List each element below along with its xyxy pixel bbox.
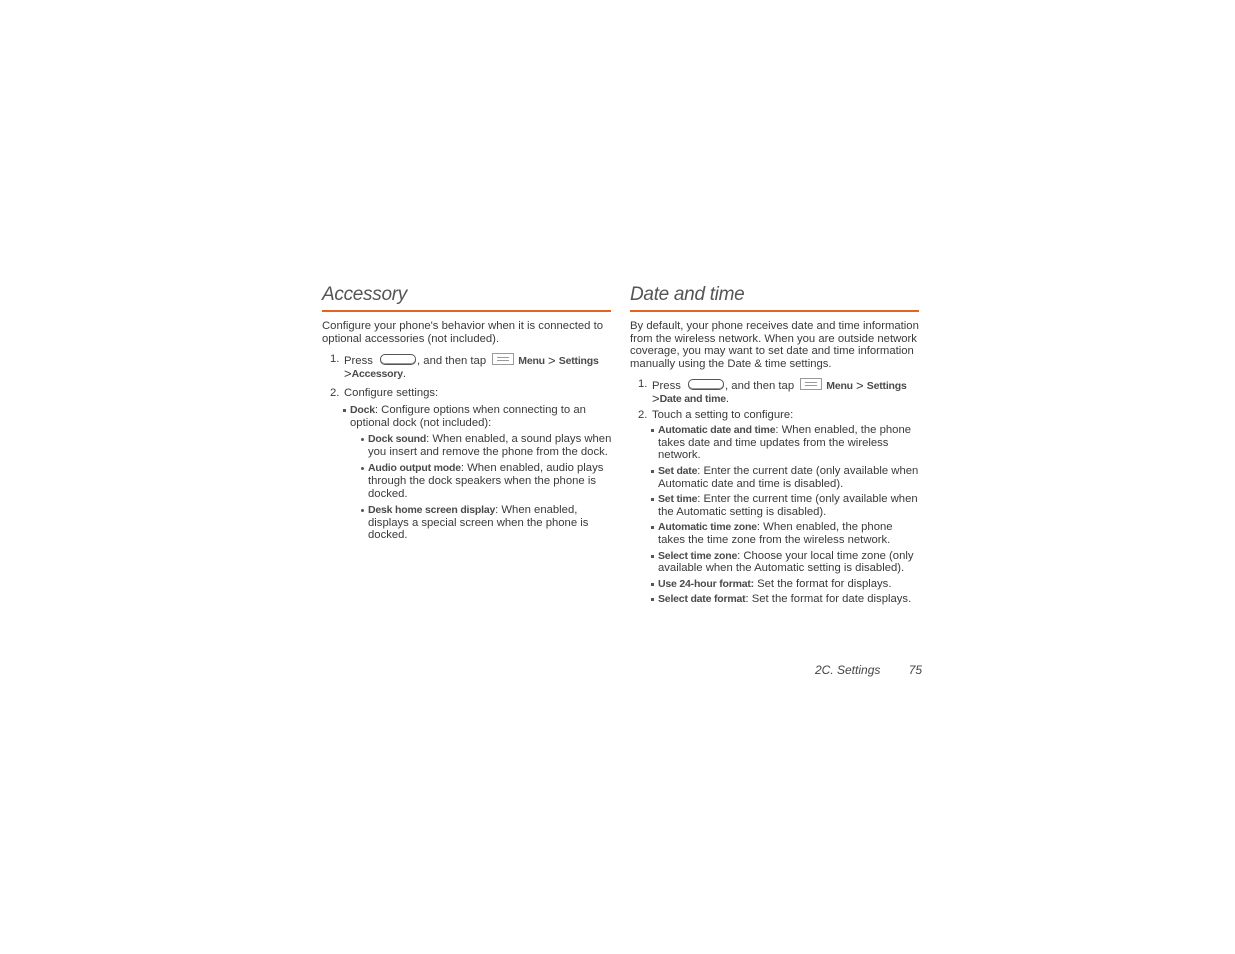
list-item	[651, 521, 920, 546]
item-label: Select date format	[658, 593, 746, 606]
item-text: : Set the format for date displays.	[745, 593, 912, 606]
step-number: 2.	[638, 408, 648, 421]
list-item	[361, 504, 612, 542]
step-number: 1.	[330, 353, 340, 366]
item-text: : Enter the current time (only available when the Automatic setting is disabled).	[658, 493, 918, 518]
item-label: Audio output mode	[368, 462, 461, 475]
accessory-intro: Configure your phone's behavior when it is connected to optional accessories (not included).	[322, 320, 603, 345]
step-end: .	[402, 367, 407, 380]
date-time-steps	[630, 378, 920, 606]
step-number: 2.	[330, 387, 340, 400]
item-label: Automatic time zone	[658, 521, 757, 534]
press-text: Press	[344, 355, 373, 368]
date-time-intro: By default, your phone receives date and time information from the wireless network. When you are outside network coverage, you may want to set date and time information manually using the Date & time settings.	[630, 320, 919, 370]
footer-section: 2C. Settings	[815, 663, 881, 677]
item-label: Dock	[350, 403, 375, 416]
date-time-section	[630, 283, 920, 609]
item-text: : When enabled, a sound plays when you insert and remove the phone from the dock.	[368, 433, 612, 458]
step-text: Configure settings:	[344, 387, 439, 400]
item-label: Dock sound	[368, 433, 427, 446]
item-text: Set the format for displays.	[753, 577, 892, 590]
accessory-steps	[322, 353, 612, 542]
accessory-heading: Accessory	[322, 284, 407, 305]
date-time-step-1	[630, 378, 920, 405]
heading-rule	[322, 310, 611, 312]
list-item	[651, 424, 920, 462]
item-text: : Choose your local time zone (only available when the Automatic setting is disabled).	[658, 549, 914, 575]
item-label: Automatic date and time	[658, 424, 776, 437]
home-key-icon	[688, 379, 724, 390]
settings-label: Settings	[866, 380, 907, 393]
list-item	[651, 578, 920, 591]
list-item	[651, 593, 920, 606]
settings-list	[630, 424, 920, 606]
item-label: Use 24-hour format:	[658, 577, 754, 590]
chevron-right-icon: >	[652, 390, 660, 406]
page-number: 75	[908, 663, 923, 677]
date-time-step-2	[630, 409, 920, 606]
chevron-right-icon: >	[856, 378, 864, 394]
home-key-icon	[380, 354, 416, 365]
list-item	[651, 550, 920, 575]
date-time-target: Date and time	[659, 392, 726, 405]
list-item-dock	[343, 404, 612, 542]
item-text: : Enter the current date (only available when Automatic date and time is disabled).	[658, 464, 919, 490]
item-text: : When enabled, displays a special screen when the phone is docked.	[368, 504, 589, 542]
chevron-right-icon: >	[548, 353, 556, 369]
heading-rule	[630, 310, 919, 312]
list-item	[361, 462, 612, 500]
settings-list	[322, 404, 612, 542]
step-number: 1.	[638, 378, 648, 391]
menu-key-icon	[800, 378, 822, 390]
dock-options-list	[350, 433, 612, 542]
step-text: Touch a setting to configure:	[652, 408, 794, 421]
item-text: : When enabled, the phone takes date and time updates from the wireless network.	[658, 424, 912, 462]
then-tap-text: , and then tap	[725, 380, 795, 393]
item-text: : Configure options when connecting to an optional dock (not included):	[350, 403, 586, 429]
accessory-target: Accessory	[351, 367, 403, 380]
page-footer	[815, 663, 922, 677]
accessory-section	[322, 283, 612, 549]
list-item	[651, 465, 920, 490]
step-end: .	[725, 392, 729, 405]
item-label: Desk home screen display	[368, 504, 496, 517]
item-label: Set date	[658, 464, 698, 477]
list-item	[651, 493, 920, 518]
item-label: Set time	[658, 493, 698, 506]
menu-label: Menu	[826, 380, 853, 393]
chevron-right-icon: >	[344, 365, 352, 381]
settings-label: Settings	[558, 355, 599, 368]
date-time-heading: Date and time	[630, 284, 745, 305]
then-tap-text: , and then tap	[417, 355, 487, 368]
accessory-step-1	[322, 353, 612, 380]
item-text: : When enabled, the phone takes the time zone from the wireless network.	[658, 521, 893, 546]
accessory-step-2	[322, 387, 612, 542]
menu-label: Menu	[518, 355, 545, 368]
item-label: Select time zone	[658, 549, 738, 562]
list-item	[361, 433, 612, 458]
press-text: Press	[652, 380, 681, 393]
menu-key-icon	[492, 353, 514, 365]
item-text: : When enabled, audio plays through the dock speakers when the phone is docked.	[368, 462, 604, 500]
